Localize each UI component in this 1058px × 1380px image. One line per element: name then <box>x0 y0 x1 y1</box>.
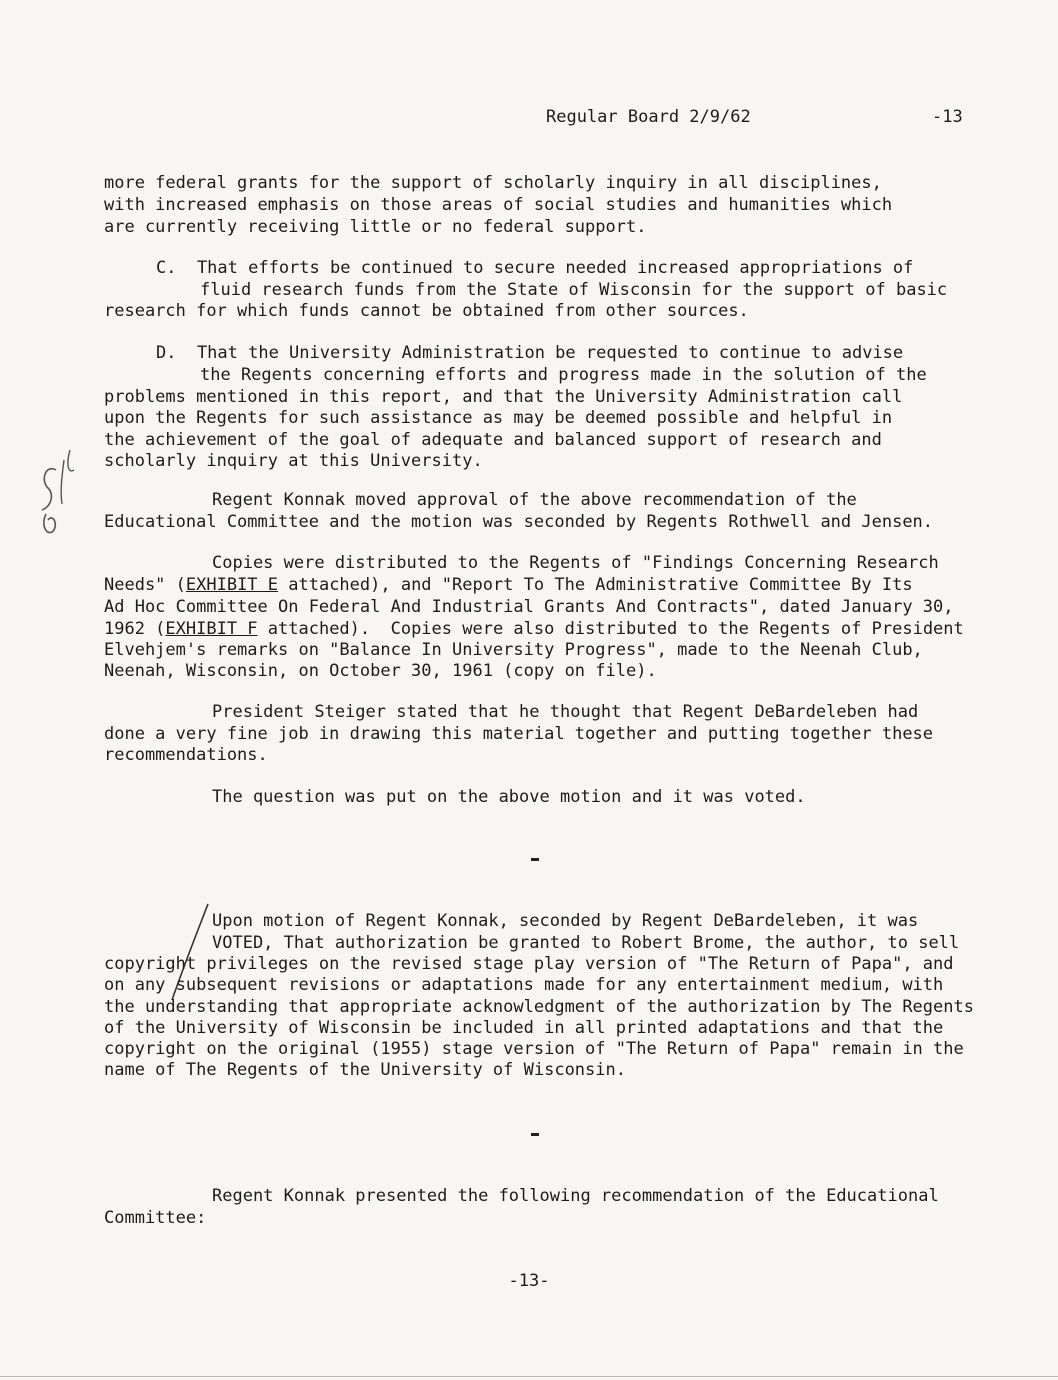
pC-line-3: research for which funds cannot be obtained from other sources. <box>104 301 749 321</box>
pMove-line-1: Regent Konnak moved approval of the above recommendation of the <box>212 490 857 510</box>
pMotion-line-2: VOTED, That authorization be granted to Robert Brome, the author, to sell <box>212 933 960 953</box>
pC-line-1: C. That efforts be continued to secure needed increased appropriations of <box>156 258 914 278</box>
exhibit-e-reference: EXHIBIT E <box>185 575 279 595</box>
header-page-number: -13 <box>932 107 963 127</box>
pCopies-line-5: Elvehjem's remarks on "Balance In University Progress", made to the Neenah Club, <box>104 640 923 660</box>
pD-line-1: D. That the University Administration be requested to continue to advise <box>156 343 904 363</box>
pC-line-2: fluid research funds from the State of Wisconsin for the support of basic <box>200 280 948 300</box>
pCopies-line-4: 1962 (EXHIBIT F attached). Copies were also distributed to the Regents of President <box>104 619 964 639</box>
section-separator <box>531 858 539 861</box>
pMotion-line-8: name of The Regents of the University of Wisconsin. <box>104 1060 626 1080</box>
p1-line-2: with increased emphasis on those areas of social studies and humanities which <box>104 195 893 215</box>
pD-line-4: upon the Regents for such assistance as may be deemed possible and helpful in <box>104 408 893 428</box>
pSteiger-line-2: done a very fine job in drawing this material together and putting together these <box>104 724 934 744</box>
pD-line-5: the achievement of the goal of adequate and balanced support of research and <box>104 430 882 450</box>
pCopies-line-1: Copies were distributed to the Regents of "Findings Concerning Research <box>212 553 939 573</box>
handwritten-margin-note-icon <box>18 430 78 550</box>
exhibit-f-reference: EXHIBIT F <box>165 619 258 639</box>
pD-line-2: the Regents concerning efforts and progress made in the solution of the <box>200 365 927 385</box>
pMotion-line-4: on any subsequent revisions or adaptations made for any entertainment medium, with <box>104 975 944 995</box>
pMotion-line-6: of the University of Wisconsin be included in all printed adaptations and that the <box>104 1018 944 1038</box>
page-bottom-rule <box>0 1376 1058 1377</box>
pPresented-line-1: Regent Konnak presented the following recommendation of the Educational <box>212 1186 939 1206</box>
pD-line-6: scholarly inquiry at this University. <box>104 451 483 471</box>
pCopies-line-6: Neenah, Wisconsin, on October 30, 1961 (copy on file). <box>104 661 657 681</box>
pSteiger-line-1: President Steiger stated that he thought that Regent DeBardeleben had <box>212 702 919 722</box>
footer-page-number: -13- <box>508 1271 550 1291</box>
header-title: Regular Board 2/9/62 <box>546 107 751 127</box>
pMotion-line-3: copyright privileges on the revised stage play version of "The Return of Papa", and <box>104 954 954 974</box>
p1-line-1: more federal grants for the support of scholarly inquiry in all disciplines, <box>104 173 882 193</box>
pMotion-line-5: the understanding that appropriate acknowledgment of the authorization by The Regents <box>104 997 974 1017</box>
pMotion-line-1: Upon motion of Regent Konnak, seconded by Regent DeBardeleben, it was <box>212 911 919 931</box>
pMotion-line-7: copyright on the original (1955) stage version of "The Return of Papa" remain in the <box>104 1039 964 1059</box>
pSteiger-line-3: recommendations. <box>104 745 268 765</box>
pVoted-line: The question was put on the above motion and it was voted. <box>212 787 806 807</box>
pCopies-line-2: Needs" (EXHIBIT E attached), and "Report To The Administrative Committee By Its <box>104 575 913 595</box>
pMove-line-2: Educational Committee and the motion was seconded by Regents Rothwell and Jensen. <box>104 512 934 532</box>
section-separator <box>531 1133 539 1136</box>
pCopies-line-3: Ad Hoc Committee On Federal And Industrial Grants And Contracts", dated January 30, <box>104 597 954 617</box>
p1-line-3: are currently receiving little or no federal support. <box>104 217 647 237</box>
pPresented-line-2: Committee: <box>104 1208 207 1228</box>
pD-line-3: problems mentioned in this report, and that the University Administration call <box>104 387 903 407</box>
